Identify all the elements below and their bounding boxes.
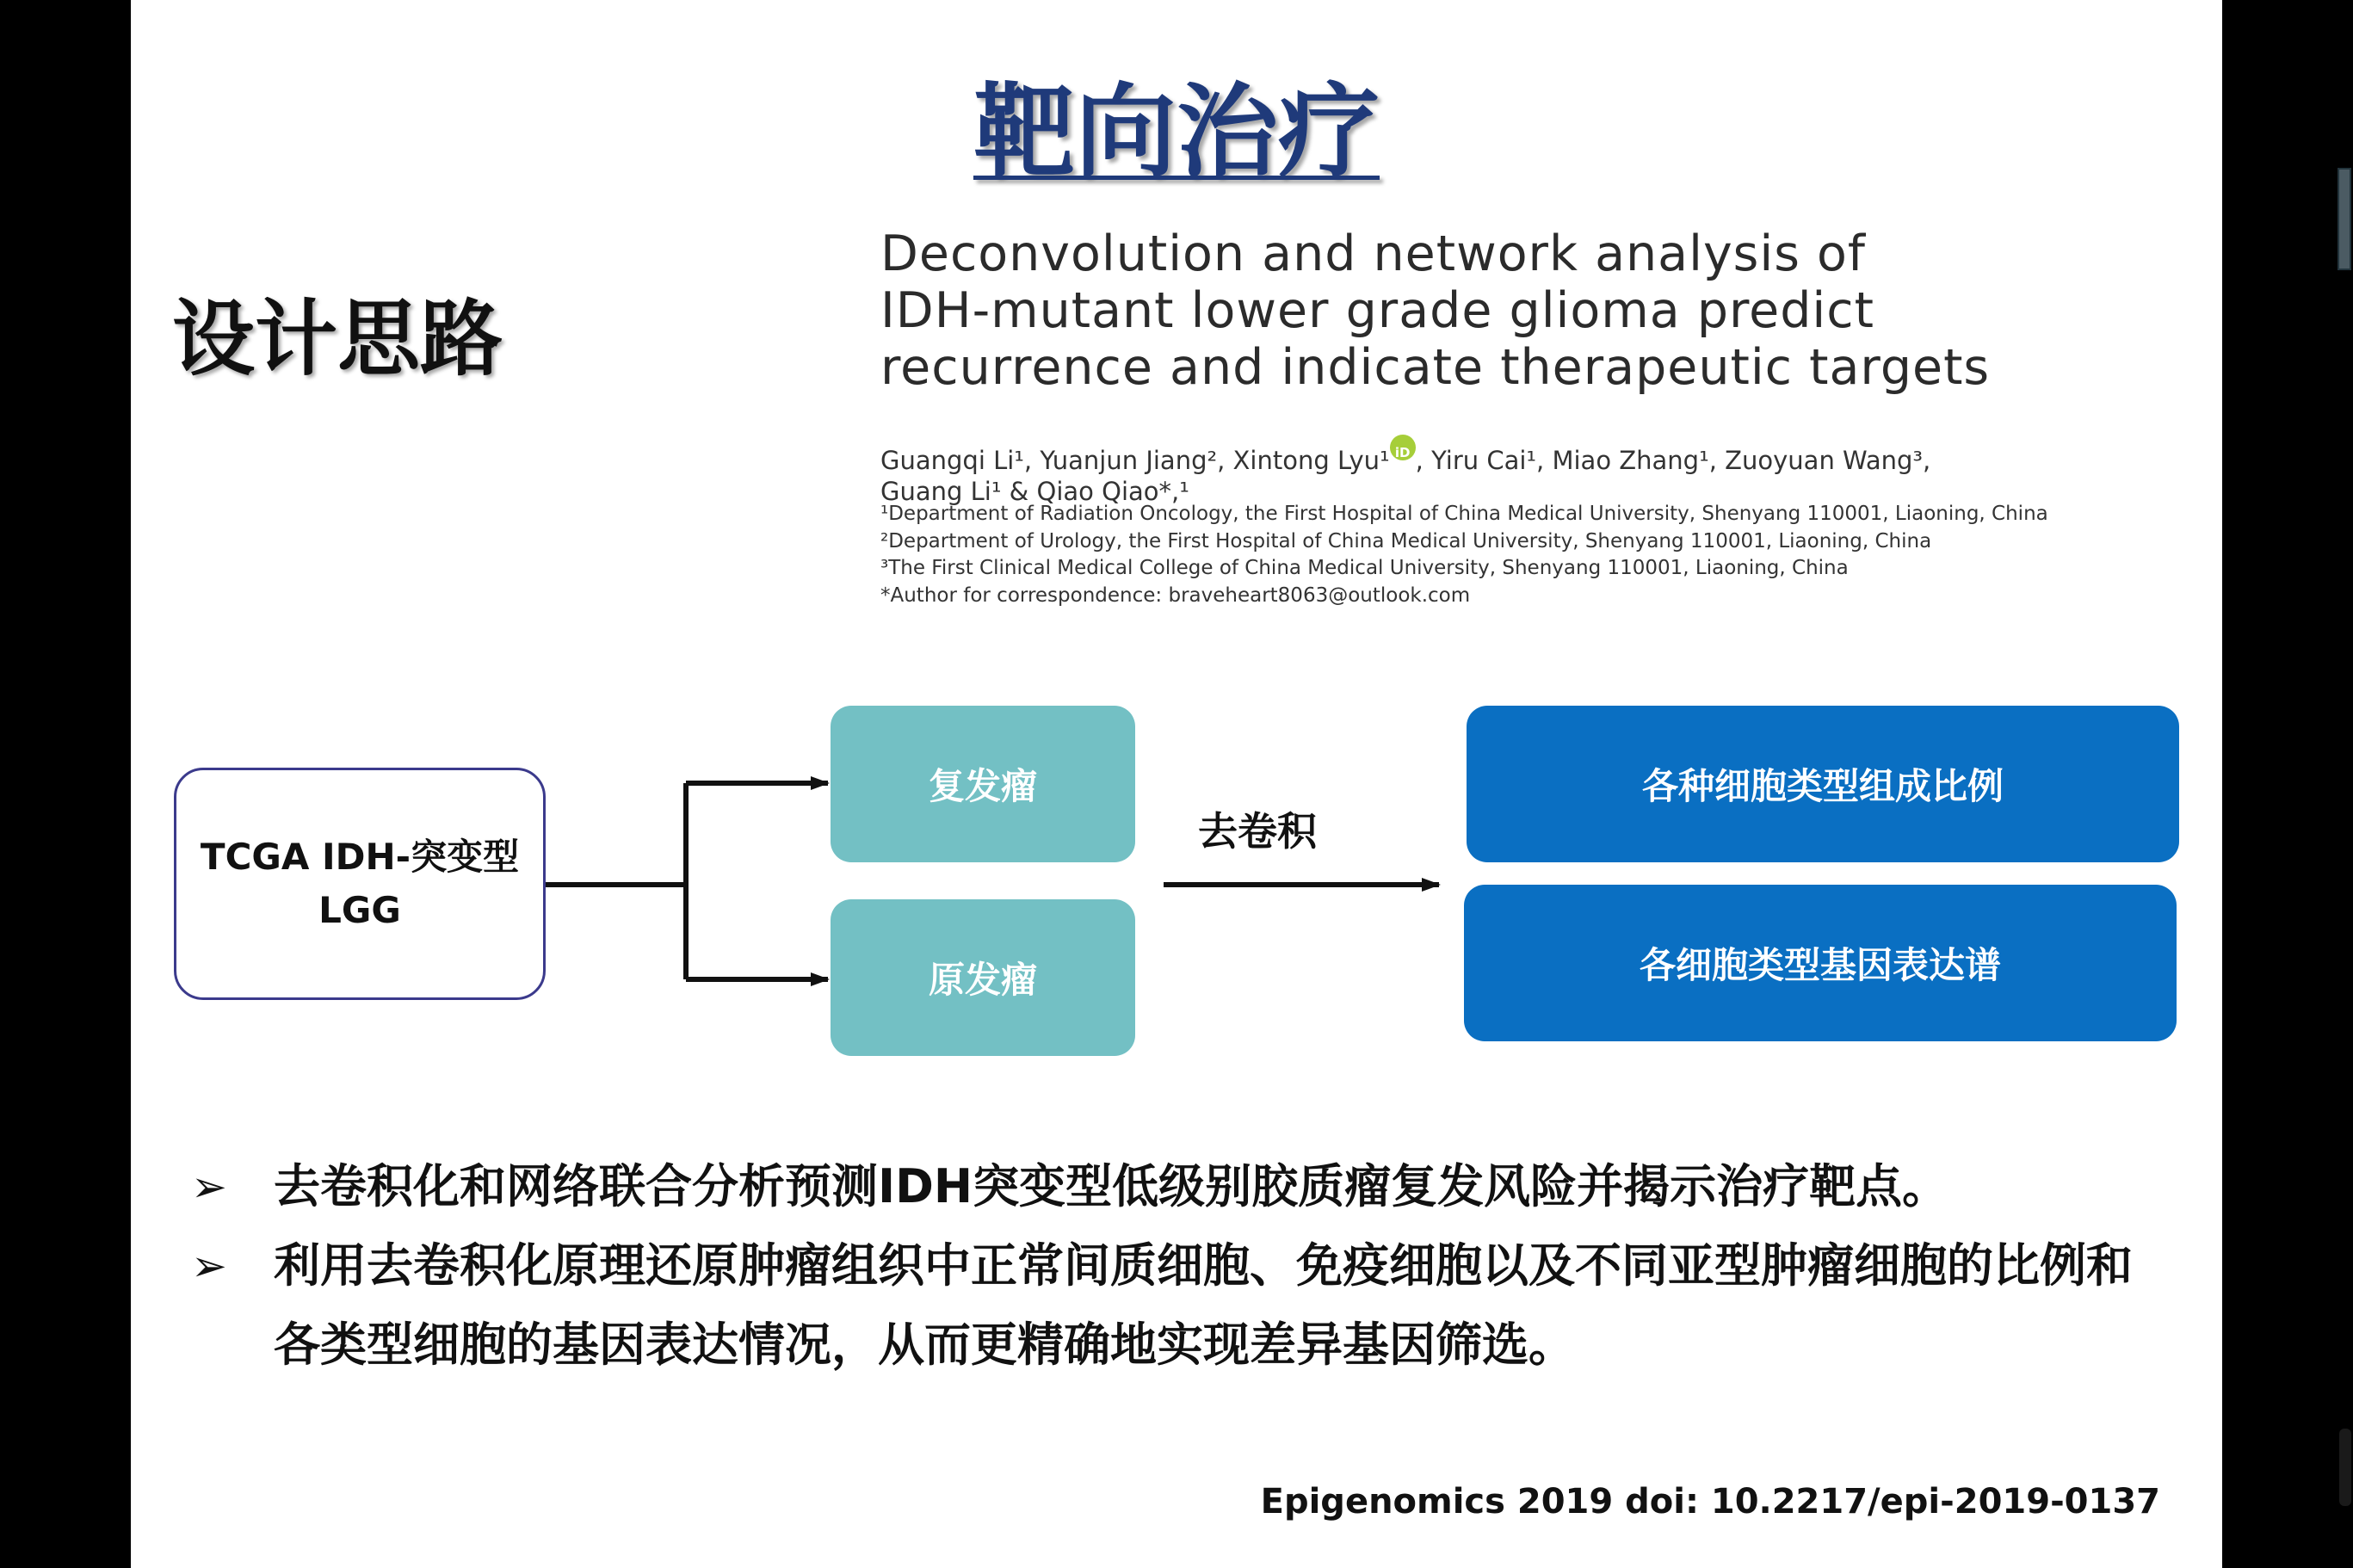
paper-title-line: recurrence and indicate therapeutic targets (880, 339, 1991, 396)
citation: Epigenomics 2019 doi: 10.2217/epi-2019-0137 (1260, 1482, 2160, 1522)
paper-title-line: IDH-mutant lower grade glioma predict (880, 282, 1874, 339)
author-line: Guang Li¹ & Qiao Qiao*,¹ (880, 477, 1189, 506)
affiliation: *Author for correspondence: braveheart8063@outlook.com (880, 583, 1471, 607)
affiliation: ¹Department of Radiation Oncology, the First Hospital of China Medical University, Shenyang 110001, Liaoning, China (880, 503, 2048, 525)
scrollbar-thumb[interactable] (2338, 168, 2351, 270)
author-line: , Yiru Cai¹, Miao Zhang¹, Zuoyuan Wang³, (1415, 446, 1931, 475)
author-line: Guangqi Li¹, Yuanjun Jiang², Xintong Lyu¹ (880, 446, 1390, 475)
expression-profile-box: 各细胞类型基因表达谱 (1464, 885, 2177, 1041)
section-heading: 设计思路 (172, 291, 503, 387)
paper-title-line: Deconvolution and network analysis of (880, 225, 1866, 282)
cell-proportion-box: 各种细胞类型组成比例 (1467, 706, 2179, 862)
source-box: TCGA IDH-突变型 LGG (174, 768, 546, 1000)
bullet-text: 利用去卷积化原理还原肿瘤组织中正常间质细胞、免疫细胞以及不同亚型肿瘤细胞的比例和各类型细胞的基因表达情况，从而更精确地实现差异基因筛选。 (274, 1238, 2133, 1372)
deconvolution-label: 去卷积 (1198, 808, 1317, 855)
arrow-bullet-icon: ➢ (191, 1162, 227, 1212)
primary-tumor-box: 原发瘤 (831, 899, 1135, 1056)
recurrent-tumor-box: 复发瘤 (831, 706, 1135, 862)
bullet-item (191, 1226, 2171, 1385)
arrow-bullet-icon: ➢ (191, 1241, 227, 1291)
slide-title: 靶向治疗 (973, 72, 1380, 191)
affiliation: ³The First Clinical Medical College of China Medical University, Shenyang 110001, Liaoning, China (880, 557, 1849, 579)
affiliation: ²Department of Urology, the First Hospital of China Medical University, Shenyang 110001, Liaoning, China (880, 529, 1932, 553)
bullet-text: 去卷积化和网络联合分析预测IDH突变型低级别胶质瘤复发风险并揭示治疗靶点。 (274, 1159, 1949, 1213)
bullet-item (191, 1147, 2171, 1226)
bullet-list (191, 1147, 2171, 1385)
slide (131, 0, 2222, 1568)
scroll-handle[interactable] (2339, 1429, 2351, 1506)
